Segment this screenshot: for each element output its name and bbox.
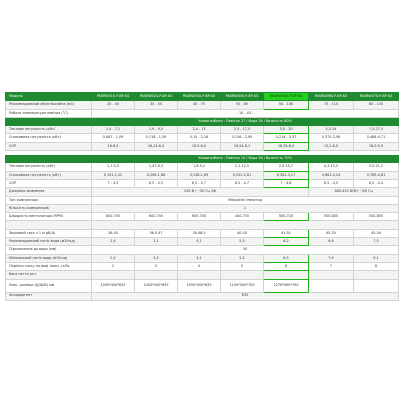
row-value: 6,5 <box>264 254 309 262</box>
row-label: Робоча температура повітря (°C) <box>6 109 92 117</box>
row-value: 36.5-47 <box>135 229 178 237</box>
spec-table <box>5 92 399 301</box>
row-label: Рекомендований потік води (м3/год) <box>6 238 92 246</box>
row-value: 6,6 <box>309 238 354 246</box>
row-value: 0,252-2,61 <box>221 171 264 179</box>
model-name: PASRW060-P-BP-KS <box>309 93 354 101</box>
section-title: Умови роботи : Повітря 27 / Вода 26 / Вологість 80% <box>92 117 399 125</box>
row-value: 0,486-4,71 <box>354 134 399 142</box>
row-value: 4,3-15,5 <box>309 163 354 171</box>
section-spacer-cell <box>6 155 92 163</box>
row-value: 9,1 <box>354 254 399 262</box>
row-value <box>92 221 399 229</box>
row-label: COP <box>6 142 92 150</box>
row-label: Рекомендований об'єм басейна (м3) <box>6 101 92 109</box>
row-value: 1,6-9,1 <box>178 163 221 171</box>
header-row <box>6 93 399 101</box>
row-value: 5,0-21,2 <box>354 163 399 171</box>
row-value: 6,5 - 4,5 <box>135 179 178 187</box>
row-value: 2,4 <box>92 254 135 262</box>
table-row <box>6 279 399 292</box>
row-value: 1,4 - 7,1 <box>92 126 135 134</box>
table-row <box>6 246 399 254</box>
row-value: 0,087 - 1,09 <box>92 134 135 142</box>
row-value: 30 - 55 <box>135 101 178 109</box>
table-row <box>6 134 399 142</box>
row-value: 16-6,5 <box>92 142 135 150</box>
model-name: PASRW020-P-BP-KS <box>135 93 178 101</box>
row-value: 16,14-6,0 <box>135 142 178 150</box>
row-value <box>92 271 135 279</box>
row-label: Споживана потужність (кВт) <box>6 171 92 179</box>
row-value: 0,118 - 1,59 <box>135 134 178 142</box>
row-value <box>264 271 309 279</box>
row-value: 1,1-5,5 <box>92 163 135 171</box>
row-value: 39-48.5 <box>178 229 221 237</box>
table-row <box>6 109 399 117</box>
row-value <box>309 271 354 279</box>
row-value <box>178 271 221 279</box>
row-value: 16,54-6,1 <box>221 142 264 150</box>
row-value: 600-700 <box>92 213 135 221</box>
row-value: 2 <box>92 262 135 270</box>
header-label: Модель <box>6 93 92 101</box>
row-label: Звуковий тиск з 1 м дБ(A) <box>6 229 92 237</box>
row-value: R32 <box>92 292 399 300</box>
row-label: COP <box>6 179 92 187</box>
model-name: PASRW030-P-BP-KS <box>178 93 221 101</box>
section-title: Умови роботи : Повітря 15 / Вода 26 / Вологість 70% <box>92 155 399 163</box>
row-value: 380-415 В/3Н ~/50 Гц <box>309 188 399 196</box>
row-value: 40-50 <box>221 229 264 237</box>
section-header <box>6 117 399 125</box>
row-value: 16,5-6,0 <box>178 142 221 150</box>
table-row <box>6 142 399 150</box>
row-value: 40 - 75 <box>178 101 221 109</box>
table-row <box>6 196 399 204</box>
row-value: 600-700 <box>178 213 221 221</box>
row-value: 3,1 <box>135 238 178 246</box>
row-label: Теплова потужність (кВт) <box>6 126 92 134</box>
row-label: Теплова потужність (кВт) <box>6 163 92 171</box>
row-value: 1270*500*700 <box>264 279 309 292</box>
row-value: 0,322-3,17 <box>264 171 309 179</box>
row-value: 6 <box>264 262 309 270</box>
row-value: 0,158 - 2,89 <box>221 134 264 142</box>
row-value: 5,5-24 <box>309 126 354 134</box>
section-header <box>6 155 399 163</box>
model-name: PASRW070-P-BP-KS <box>354 93 399 101</box>
row-value: 2,1-12,5 <box>221 163 264 171</box>
row-value: 16,0-5,9 <box>354 142 399 150</box>
table-row <box>6 179 399 187</box>
table-row <box>6 204 399 212</box>
row-value: Mitsubishi інвертор <box>92 196 399 204</box>
row-value: 70 - 110 <box>309 101 354 109</box>
row-value: 41-51 <box>264 229 309 237</box>
row-value: 5,5 <box>221 238 264 246</box>
row-value: 0,214 - 3,37 <box>264 134 309 142</box>
row-value: 1,47-6,3 <box>135 163 178 171</box>
row-value: 0,661-4,24 <box>309 171 354 179</box>
row-value: 1 <box>92 204 399 212</box>
row-value: 1,9 - 9,5 <box>135 126 178 134</box>
model-name: PASRW040-P-BP-KS <box>221 93 264 101</box>
row-label: Упак. розміри (Д/Ш/В) мм <box>6 279 92 292</box>
row-value: 6,5 - 4,7 <box>178 179 221 187</box>
row-value: 400-750 <box>221 213 264 221</box>
row-value: 3,5 <box>135 254 178 262</box>
row-label: Тип компресора <box>6 196 92 204</box>
row-value: 1050*450*635 <box>178 279 221 292</box>
model-name: PASRW015-P-BP-KS <box>92 93 135 101</box>
row-value: 3 <box>135 262 178 270</box>
row-label: Споживана потужність (кВт) <box>6 134 92 142</box>
table-row <box>6 101 399 109</box>
row-label: Швидкість вентилятора (RPM) <box>6 213 92 221</box>
spec-body <box>6 93 399 301</box>
row-value: 1050*450*635 <box>135 279 178 292</box>
table-row <box>6 229 399 237</box>
table-row <box>6 271 399 279</box>
table-row <box>6 213 399 221</box>
row-value: 4,1 <box>178 238 221 246</box>
table-row <box>6 292 399 300</box>
row-value <box>135 271 178 279</box>
row-value: 6,5 - 4,5 <box>309 179 354 187</box>
row-value: 50 - 100 <box>264 101 309 109</box>
row-value: 6,5 - 4,4 <box>354 179 399 187</box>
row-value <box>221 271 264 279</box>
row-value: 2,4 <box>92 238 135 246</box>
row-value <box>309 279 354 292</box>
row-value: 80 - 130 <box>354 101 399 109</box>
row-value: 36-45 <box>92 229 135 237</box>
row-value: 0,151-1,22 <box>92 171 135 179</box>
row-label: Джерело живлення <box>6 188 92 196</box>
row-value: 4 <box>178 262 221 270</box>
row-value: 600-700 <box>135 213 178 221</box>
row-label <box>6 221 92 229</box>
row-label: Кількість компресорів <box>6 204 92 212</box>
row-value: 1050*450*635 <box>92 279 135 292</box>
row-label: Мінімальний потік води (м3/год) <box>6 254 92 262</box>
section-spacer-cell <box>6 117 92 125</box>
row-value: 45-54 <box>354 229 399 237</box>
row-value: 7 - 4,5 <box>92 179 135 187</box>
row-value: 20 - 40 <box>92 101 135 109</box>
table-row <box>6 262 399 270</box>
row-value <box>354 279 399 292</box>
row-value: 0,769-4,81 <box>354 171 399 179</box>
row-value: 7,5-27,5 <box>354 126 399 134</box>
row-value: - 10 - 43 - <box>92 109 399 117</box>
table-row <box>6 221 399 229</box>
table-row <box>6 188 399 196</box>
row-value: 8 <box>354 262 399 270</box>
row-value <box>354 271 399 279</box>
row-value: 50 - 80 <box>221 101 264 109</box>
row-value: 2,4 - 13 <box>178 126 221 134</box>
table-row <box>6 171 399 179</box>
row-value: 0,238-1,89 <box>178 171 221 179</box>
row-value: 3,5 - 20 <box>264 126 309 134</box>
row-value: 230 В / ~50 Гц 1Ф <box>92 188 309 196</box>
row-value: 1150*500*700 <box>221 279 264 292</box>
row-label: Підключення до води (мм) <box>6 246 92 254</box>
row-value: 500-800 <box>354 213 399 221</box>
row-value: 5 <box>221 262 264 270</box>
model-name: PASRW050-P-BP-KS <box>264 93 309 101</box>
row-label: Вага нетто (кг) <box>6 271 92 279</box>
row-value: 50 <box>92 246 399 254</box>
row-value: 0,375-3,98 <box>309 134 354 142</box>
row-value: 500-720 <box>264 213 309 221</box>
row-value: 6,2 <box>264 238 309 246</box>
row-value: 7 - 4,6 <box>264 179 309 187</box>
row-value: 16,35-6,0 <box>264 142 309 150</box>
table-row <box>6 254 399 262</box>
row-value: 0,15 - 2,16 <box>178 134 221 142</box>
row-label: Холодоагент <box>6 292 92 300</box>
table-row <box>6 238 399 246</box>
row-value: 45-55 <box>309 229 354 237</box>
row-value: 2,5-14,7 <box>264 163 309 171</box>
row-label: Падіння тиску на воді (макс.) кПа <box>6 262 92 270</box>
row-value: 7,5 <box>354 238 399 246</box>
row-value: 6,5 - 4,7 <box>221 179 264 187</box>
row-value: 4,1 <box>178 254 221 262</box>
row-value: 7 <box>309 262 354 270</box>
row-value: 500-800 <box>309 213 354 221</box>
row-value: 15,2-6,0 <box>309 142 354 150</box>
row-value: 0,206-1,68 <box>135 171 178 179</box>
row-value: 2,5 - 17,5 <box>221 126 264 134</box>
row-value: 5,2 <box>221 254 264 262</box>
table-row <box>6 163 399 171</box>
row-value: 7,9 <box>309 254 354 262</box>
table-row <box>6 126 399 134</box>
